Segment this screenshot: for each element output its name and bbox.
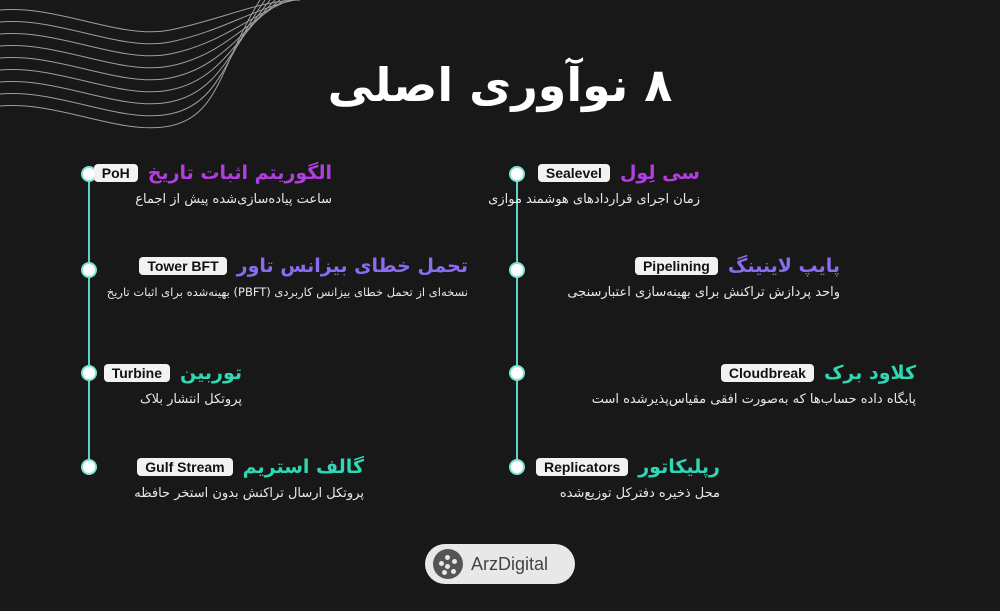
item-description: پروتکل ارسال تراکنش بدون استخر حافظه (134, 486, 364, 501)
list-item (134, 456, 364, 501)
item-badge: Pipelining (635, 257, 718, 275)
item-badge: PoH (94, 164, 138, 182)
timeline-dot (509, 459, 525, 475)
item-description: واحد پردازش تراکنش برای بهینه‌سازی اعتبارسنجی (567, 285, 840, 300)
list-item (536, 456, 720, 501)
item-title: الگوریتم اثبات تاریخ (147, 162, 332, 184)
list-item (107, 255, 468, 299)
list-item (592, 362, 916, 407)
item-badge: Cloudbreak (721, 364, 814, 382)
logo-text: ArzDigital (471, 553, 549, 574)
left-timeline (88, 174, 90, 466)
list-item (104, 362, 242, 407)
list-item (94, 162, 332, 207)
timeline-dot (509, 365, 525, 381)
item-badge: Gulf Stream (137, 458, 232, 476)
item-description: زمان اجرای قراردادهای هوشمند موازی (488, 192, 700, 207)
timeline-dot (509, 262, 525, 278)
timeline-dot (81, 365, 97, 381)
item-description: نسخه‌ای از تحمل خطای بیزانس کاربردی (PBFT) بهینه‌شده برای اثبات تاریخ (106, 285, 468, 299)
item-badge: Replicators (536, 458, 628, 476)
item-title: تحمل خطای بیزانس تاور (236, 255, 468, 277)
item-badge: Sealevel (538, 164, 610, 182)
item-description: ساعت پیاده‌سازی‌شده پیش از اجماع (135, 192, 332, 207)
item-badge: Turbine (104, 364, 170, 382)
item-title: رپلیکاتور (638, 456, 720, 478)
page-title: ۸ نوآوری اصلی (327, 58, 673, 112)
item-description: محل ذخیره دفترکل توزیع‌شده (559, 486, 720, 501)
item-title: گالف استریم (242, 456, 364, 478)
item-description: پروتکل انتشار بلاک (140, 392, 242, 407)
arzdigital-logo (425, 544, 575, 584)
right-timeline (516, 174, 518, 466)
item-badge: Tower BFT (139, 257, 226, 275)
item-title: پایپ لاینینگ (727, 255, 840, 277)
timeline-dot (81, 459, 97, 475)
list-item (567, 255, 840, 300)
list-item (488, 162, 700, 207)
item-title: توربین (180, 362, 242, 384)
item-title: سی لِول (619, 162, 700, 184)
timeline-dot (81, 262, 97, 278)
item-description: پایگاه داده حساب‌ها که به‌صورت افقی مقیاس‌پذیرشده است (591, 392, 916, 407)
arzdigital-logo-icon (433, 549, 463, 579)
item-title: کلاود برک (823, 362, 916, 384)
